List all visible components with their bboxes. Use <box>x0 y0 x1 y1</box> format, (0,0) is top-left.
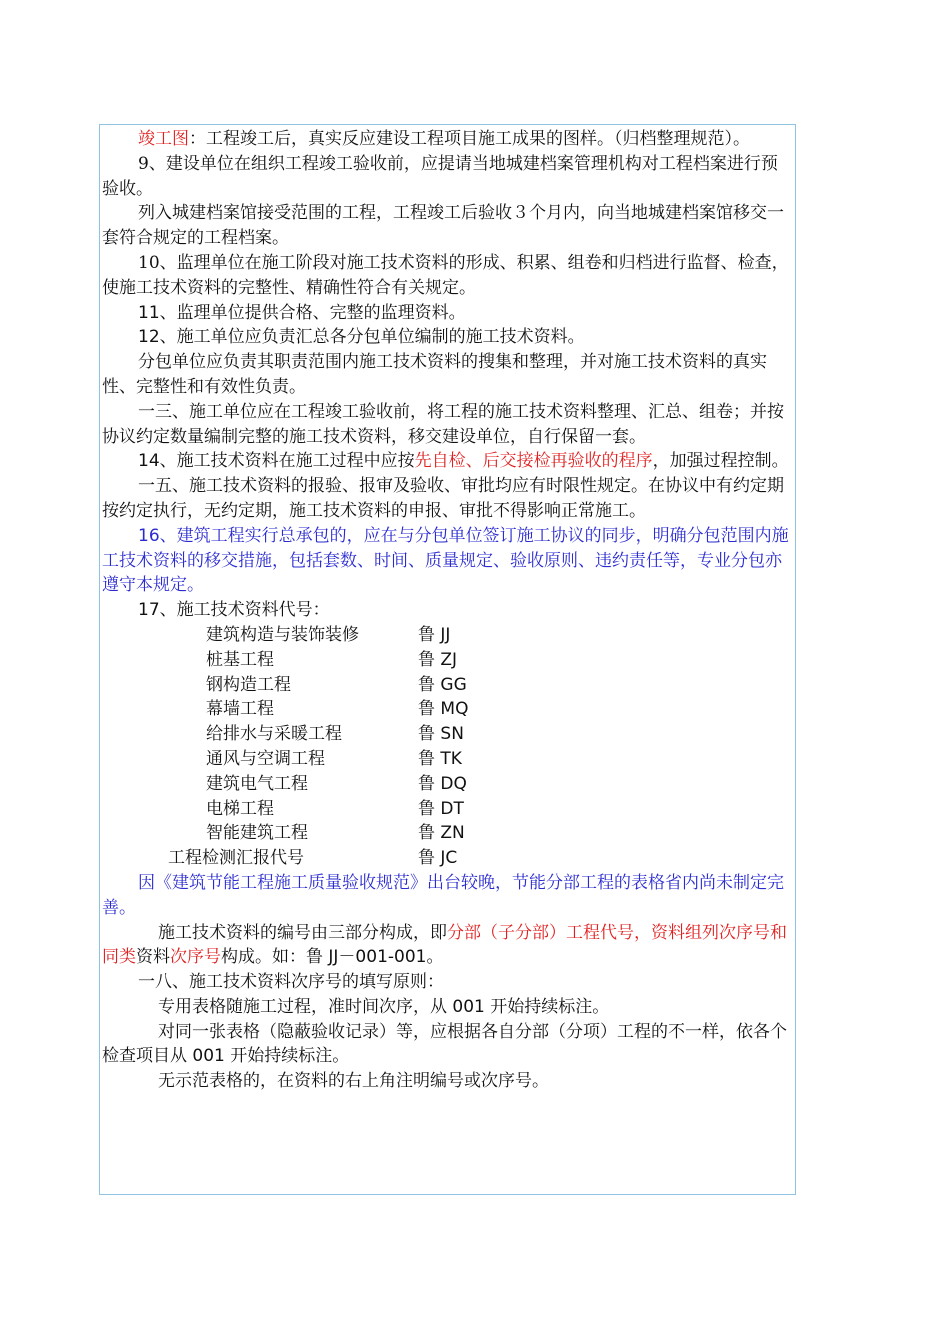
highlight-parts: 分部（子分部）工程代号，资料组列次序号和同类 <box>102 922 787 968</box>
paragraph-text: 资料 <box>136 947 170 968</box>
code-row <box>102 747 794 772</box>
paragraph-14 <box>102 449 794 474</box>
code-name: 桩基工程 <box>206 649 274 670</box>
code-row <box>102 623 794 648</box>
code-row <box>102 821 794 846</box>
code-row-testing <box>102 846 794 871</box>
highlight-procedure: 先自检、后交接检再验收的程序 <box>414 451 653 472</box>
paragraph-text: 14、施工技术资料在施工过程中应按 <box>138 451 415 472</box>
document-body <box>102 127 794 1094</box>
paragraph-text: 施工技术资料的编号由三部分构成，即 <box>158 922 447 943</box>
code-name: 钢构造工程 <box>206 674 291 695</box>
paragraph-as-built <box>102 127 794 152</box>
code-value: 鲁 TK <box>418 748 462 769</box>
paragraph-text: 构成。如：鲁 JJ－001-001。 <box>221 947 444 968</box>
code-row <box>102 797 794 822</box>
paragraph-13: 一三、施工单位应在工程竣工验收前，将工程的施工技术资料整理、汇总、组卷；并按协议约定数量编制完整的施工技术资料，移交建设单位，自行保留一套。 <box>102 401 784 447</box>
paragraph-12: 12、施工单位应负责汇总各分包单位编制的施工技术资料。 <box>138 327 585 348</box>
paragraph-17: 17、施工技术资料代号： <box>138 600 330 621</box>
paragraph-subcontract: 分包单位应负责其职责范围内施工技术资料的搜集和整理，并对施工技术资料的真实性、完整性和有效性负责。 <box>102 352 767 397</box>
paragraph-15: 一五、施工技术资料的报验、报审及验收、审批均应有时限性规定。在协议中有约定期按约定执行，无约定期，施工技术资料的申报、审批不得影响正常施工。 <box>102 476 784 521</box>
code-value: 鲁 JJ <box>418 624 451 645</box>
code-row <box>102 722 794 747</box>
paragraph-10: 10、监理单位在施工阶段对施工技术资料的形成、积累、组卷和归档进行监督、检查，使施工技术资料的完整性、精确性符合有关规定。 <box>102 252 789 298</box>
code-row <box>102 772 794 797</box>
code-name: 建筑电气工程 <box>206 773 308 794</box>
code-value: 鲁 MQ <box>418 699 469 720</box>
paragraph-rule-1: 专用表格随施工过程，准时间次序，从 001 开始持续标注。 <box>158 996 610 1017</box>
paragraph-text: ：工程竣工后，真实反应建设工程项目施工成果的图样。（归档整理规范）。 <box>189 129 750 149</box>
code-row <box>102 697 794 722</box>
code-name: 智能建筑工程 <box>206 823 308 844</box>
code-name: 幕墙工程 <box>206 699 274 720</box>
code-name: 给排水与采暖工程 <box>206 724 342 745</box>
paragraph-text: ，加强过程控制。 <box>652 451 789 472</box>
paragraph-rule-3: 无示范表格的，在资料的右上角注明编号或次序号。 <box>158 1071 549 1092</box>
code-value: 鲁 JC <box>418 848 458 869</box>
paragraph-18: 一八、施工技术资料次序号的填写原则： <box>138 972 444 993</box>
code-name: 建筑构造与装饰装修 <box>206 624 359 645</box>
code-row <box>102 673 794 698</box>
code-value: 鲁 DT <box>418 798 464 819</box>
code-value: 鲁 DQ <box>418 773 467 794</box>
code-list <box>102 623 794 871</box>
code-row <box>102 648 794 673</box>
paragraph-11: 11、监理单位提供合格、完整的监理资料。 <box>138 302 466 323</box>
highlight-order: 次序号 <box>170 947 221 968</box>
paragraph-archive: 列入城建档案馆接受范围的工程，工程竣工后验收３个月内，向当地城建档案馆移交一套符合规定的工程档案。 <box>102 203 784 249</box>
paragraph-16: 16、建筑工程实行总承包的，应在与分包单位签订施工协议的同步，明确分包范围内施工技术资料的移交措施，包括套数、时间、质量规定、验收原则、违约责任等，专业分包亦遵守本规定。 <box>102 525 789 596</box>
paragraph-energy: 因《建筑节能工程施工质量验收规范》出台较晚，节能分部工程的表格省内尚未制定完善。 <box>102 872 784 918</box>
code-name: 通风与空调工程 <box>206 748 325 769</box>
code-value: 鲁 GG <box>418 674 467 695</box>
paragraph-numbering <box>102 921 794 971</box>
code-value: 鲁 SN <box>418 724 464 745</box>
term-as-built: 竣工图 <box>138 129 189 149</box>
code-name: 电梯工程 <box>206 798 274 819</box>
code-value: 鲁 ZJ <box>418 649 458 670</box>
code-value: 鲁 ZN <box>418 823 465 844</box>
paragraph-rule-2: 对同一张表格（隐蔽验收记录）等，应根据各自分部（分项）工程的不一样，依各个检查项目从 001 开始持续标注。 <box>102 1021 787 1067</box>
code-name: 工程检测汇报代号 <box>168 848 304 869</box>
paragraph-9: 9、建设单位在组织工程竣工验收前，应提请当地城建档案管理机构对工程档案进行预验收。 <box>102 153 778 199</box>
